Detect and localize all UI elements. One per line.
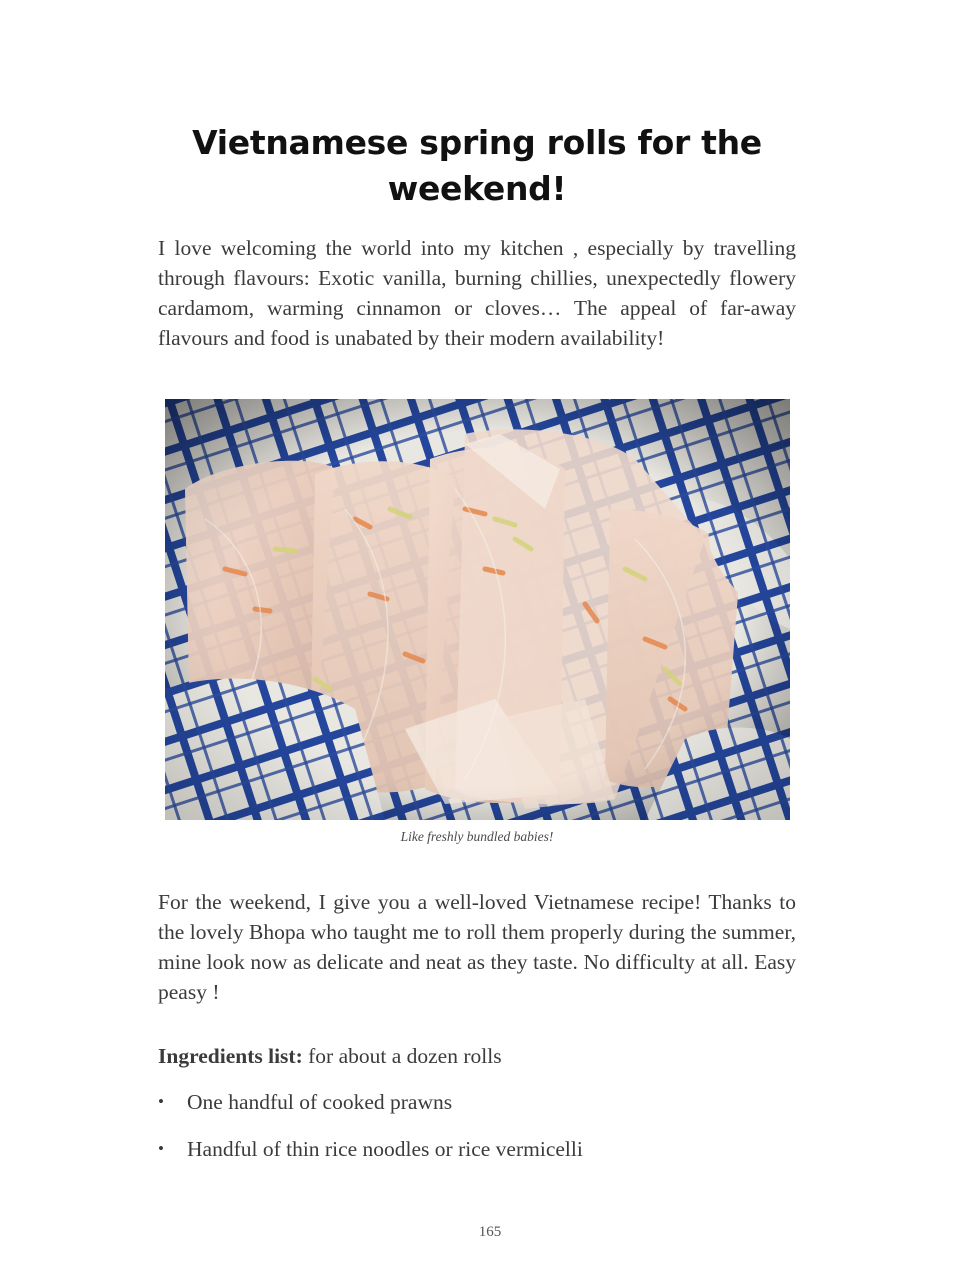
- ingredient-text: One handful of cooked prawns: [187, 1090, 453, 1114]
- spring-rolls-photo: [165, 399, 790, 820]
- ingredients-heading: [158, 1041, 502, 1071]
- bullet-icon: •: [158, 1139, 164, 1158]
- page-number: 165: [478, 1224, 502, 1240]
- recipe-intro-paragraph: For the weekend, I give you a well-loved Vietnamese recipe! Thanks to the lovely Bhopa who taught me to roll them properly during the summer, mine look now as delicate and neat as they taste. No difficulty at all. Easy peasy !: [158, 890, 796, 1004]
- ingredients-label: Ingredients list:: [158, 1044, 303, 1068]
- photo-caption: Like freshly bundled babies!: [400, 829, 554, 844]
- bullet-icon: •: [158, 1092, 164, 1111]
- intro-paragraph: I love welcoming the world into my kitchen , especially by travelling through flavours: Exotic vanilla, burning chillies, unexpectedly flowery cardamom, warming cinnamon or cloves… The appeal of far-away flavours and food is unabated by their modern availability!: [158, 236, 796, 350]
- page-title: Vietnamese spring rolls for the weekend!: [192, 123, 762, 208]
- ingredient-text: Handful of thin rice noodles or rice vermicelli: [187, 1137, 583, 1161]
- ingredients-note: for about a dozen rolls: [302, 1044, 502, 1068]
